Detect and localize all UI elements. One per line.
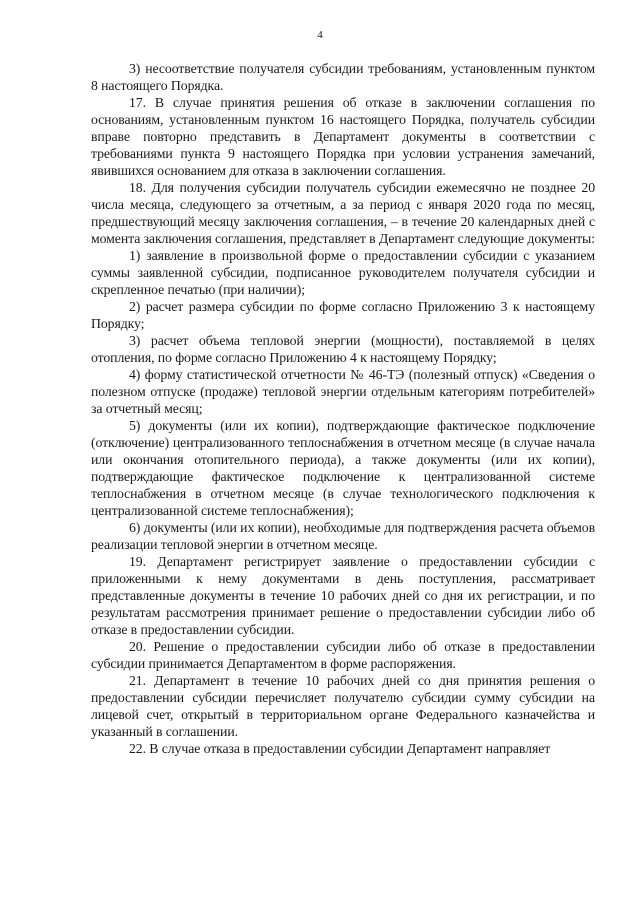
paragraph-18: 18. Для получения субсидии получатель субсидии ежемесячно не позднее 20 числа месяца, следующего за отчетным, а за период с января 2020 года по месяц, предшествующий месяцу заключения соглашения, – в течение 20 календарных дней с момента заключения соглашения, представляет в Департамент следующие документы: — [91, 180, 595, 246]
paragraph-item-3: 3) несоответствие получателя субсидии требованиям, установленным пунктом 8 настоящего Порядка. — [91, 61, 595, 93]
paragraph-18-item-5: 5) документы (или их копии), подтверждающие фактическое подключение (отключение) централизованного теплоснабжения в отчетном месяце (в случае начала или окончания отопительного периода), а также документы (или их копии), подтверждающие фактическое подключение к централизованной системе теплоснабжения в отчетном месяце (в случае технологического подключения к централизованной системе теплоснабжения); — [91, 418, 595, 518]
paragraph-21: 21. Департамент в течение 10 рабочих дней со дня принятия решения о предоставлении субсидии перечисляет получателю субсидии сумму субсидии на лицевой счет, открытый в территориальном органе Федерального казначейства и указанный в соглашении. — [91, 673, 595, 739]
paragraph-18-item-1: 1) заявление в произвольной форме о предоставлении субсидии с указанием суммы заявленной субсидии, подписанное руководителем получателя субсидии и скрепленное печатью (при наличии); — [91, 248, 595, 297]
document-body — [91, 60, 595, 757]
paragraph-17: 17. В случае принятия решения об отказе в заключении соглашения по основаниям, установленным пунктом 16 настоящего Порядка, получатель субсидии вправе повторно представить в Департамент документы в соответствии с требованиями пункта 9 настоящего Порядка при условии устранения замечаний, явившихся основанием для отказа в заключении соглашения. — [91, 95, 595, 178]
paragraph-18-item-2: 2) расчет размера субсидии по форме согласно Приложению 3 к настоящему Порядку; — [91, 299, 595, 331]
paragraph-18-item-4: 4) форму статистической отчетности № 46-ТЭ (полезный отпуск) «Сведения о полезном отпуске (продаже) тепловой энергии отдельным категориям потребителей» за отчетный месяц; — [91, 367, 595, 416]
page-number: 4 — [317, 29, 323, 41]
paragraph-19: 19. Департамент регистрирует заявление о предоставлении субсидии с приложенными к нему документами в день поступления, рассматривает представленные документы в течение 10 рабочих дней со дня их регистрации, и по результатам рассмотрения принимает решение о предоставлении субсидии либо об отказе в предоставлении субсидии. — [91, 554, 595, 637]
paragraph-20: 20. Решение о предоставлении субсидии либо об отказе в предоставлении субсидии принимается Департаментом в форме распоряжения. — [91, 639, 595, 671]
paragraph-18-item-6: 6) документы (или их копии), необходимые для подтверждения расчета объемов реализации тепловой энергии в отчетном месяце. — [91, 520, 595, 552]
paragraph-18-item-3: 3) расчет объема тепловой энергии (мощности), поставляемой в целях отопления, по форме согласно Приложению 4 к настоящему Порядку; — [91, 333, 595, 365]
paragraph-22: 22. В случае отказа в предоставлении субсидии Департамент направляет — [129, 741, 551, 756]
